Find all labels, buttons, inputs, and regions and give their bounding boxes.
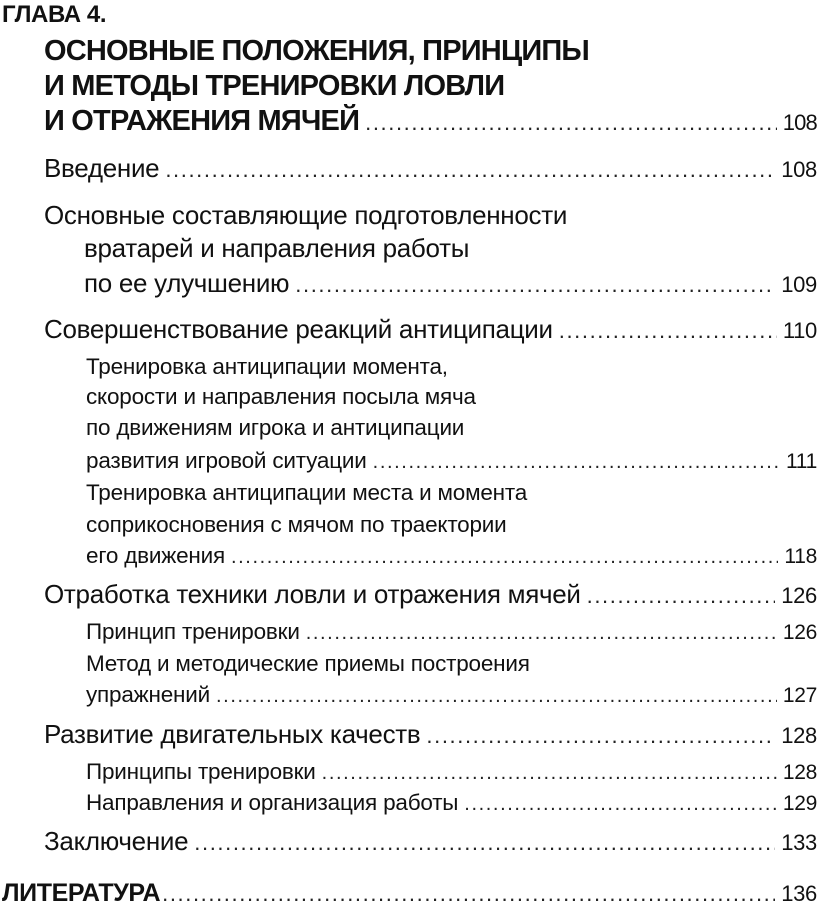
toc-entry-label: Принцип тренировки [86,619,300,644]
page-number: 126 [782,621,817,644]
toc-entry-training-principles[interactable] [86,758,817,787]
dot-leader [194,827,775,859]
toc-entry-anticipation[interactable] [44,313,817,347]
toc-entry-label: Принципы тренировки [86,759,316,784]
page-number: 108 [782,110,817,135]
toc-entry-label: по ее улучшению [84,268,290,298]
toc-entry-label: упражнений [86,682,211,707]
dot-leader [322,759,777,787]
toc-entry-label: Заключение [44,826,189,856]
toc-entry-label: ЛИТЕРАТУРА [2,879,161,907]
chapter-title-line-1: ОСНОВНЫЕ ПОЛОЖЕНИЯ, ПРИНЦИПЫ [44,35,590,67]
dot-leader [165,154,775,186]
toc-entry-directions[interactable] [86,789,817,818]
toc-entry-motor[interactable] [44,718,817,752]
dot-leader [306,619,777,647]
dot-leader [464,790,777,818]
dot-leader [587,580,776,612]
toc-entry-conclusion[interactable] [44,825,817,859]
toc-entry-anticipation-training-line-2: скорости и направления посыла мяча [86,384,476,409]
toc-entry-chapter-title[interactable] [44,104,817,140]
toc-entry-technique[interactable] [44,578,817,612]
dot-leader [216,682,777,710]
toc-entry-anticipation-place-line-1: Тренировка антиципации места и момента [86,480,528,505]
page-number: 108 [781,157,817,182]
toc-entry-components-line-1: Основные составляющие подготовленности [44,200,568,230]
toc-entry-anticipation-training-line-3: по движениям игрока и антиципации [86,415,465,440]
page-number: 133 [781,830,817,855]
chapter-title-line-2: И МЕТОДЫ ТРЕНИРОВКИ ЛОВЛИ [44,70,505,102]
page-number: 109 [781,272,817,297]
page-number: 128 [782,761,817,784]
toc-entry-anticipation-place-line-2: соприкосновения с мячом по траектории [86,512,507,537]
toc-entry-anticipation-place[interactable] [86,542,817,571]
page-number: 126 [781,583,817,608]
toc-entry-label: Введение [44,153,160,183]
page-number: 129 [782,792,817,815]
toc-entry-anticipation-training[interactable] [86,447,817,476]
page-number: 110 [782,318,817,343]
toc-entry-method[interactable] [86,681,817,710]
toc-entry-anticipation-training-line-1: Тренировка антиципации момента, [86,354,448,379]
dot-leader [295,269,775,301]
toc-entry-literature[interactable] [2,878,817,909]
dot-leader [365,106,777,140]
dot-leader [373,448,780,476]
toc-entry-label: Отработка техники ловли и отражения мячей [44,579,581,609]
dot-leader [231,543,778,571]
toc-entry-components-line-2: вратарей и направления работы [84,233,470,263]
page-number: 118 [784,545,817,568]
page-number: 136 [781,881,817,906]
toc-entry-components[interactable] [84,267,817,301]
dot-leader [559,315,777,347]
chapter-label: ГЛАВА 4. [2,1,107,28]
toc-entry-training-principle[interactable] [86,618,817,647]
toc-entry-label: его движения [86,543,225,568]
page-number: 128 [781,723,817,748]
page-number: 111 [785,450,817,473]
dot-leader [162,879,775,909]
toc-entry-label: Совершенствование реакций антиципации [44,314,553,344]
page-number: 127 [782,684,817,707]
toc-entry-intro[interactable] [44,152,817,186]
toc-entry-method-line-1: Метод и методические приемы построения [86,651,530,676]
toc-entry-label: развития игровой ситуации [86,448,367,473]
toc-entry-label: Направления и организация работы [86,790,459,815]
toc-entry-label: Развитие двигательных качеств [44,719,421,749]
dot-leader [426,720,775,752]
toc-entry-label: И ОТРАЖЕНИЯ МЯЧЕЙ [44,105,360,137]
